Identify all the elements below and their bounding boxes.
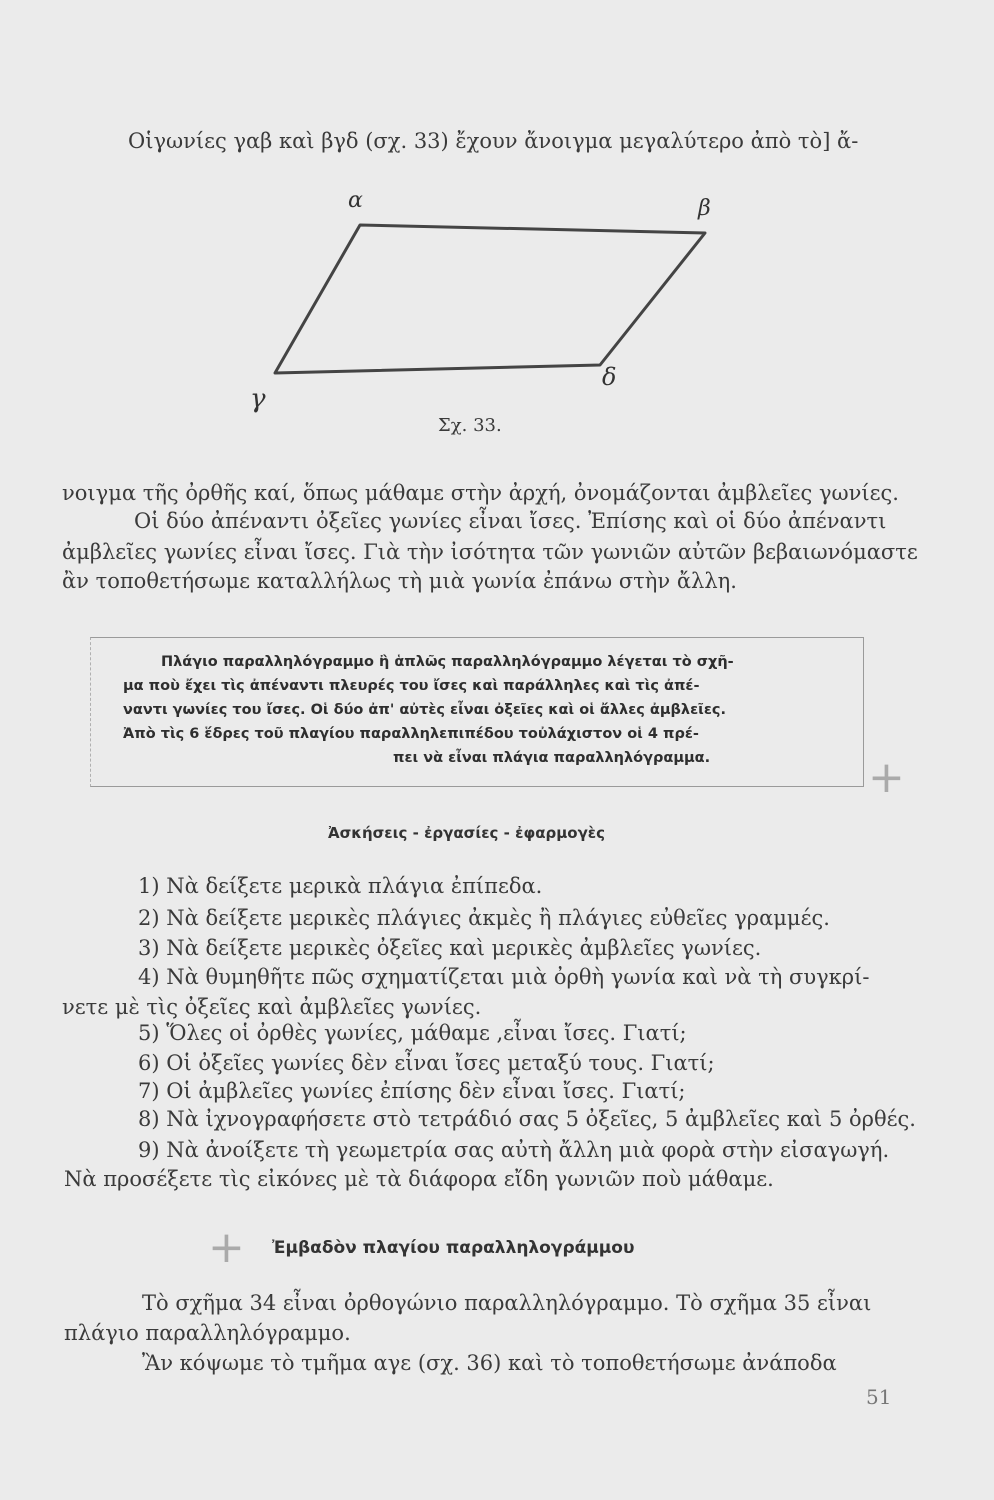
definition-line-1: Πλάγιο παραλληλόγραμμο ἢ ἁπλῶς παραλληλόγραμμο λέγεται τὸ σχῆ- bbox=[161, 654, 734, 670]
exercise-4: 4) Νὰ θυμηθῆτε πῶς σχηματίζεται μιὰ ὀρθὴ γωνία καὶ νὰ τὴ συγκρί- bbox=[138, 965, 870, 989]
exercise-7: 7) Οἱ ἀμβλεῖες γωνίες ἐπίσης δὲν εἶναι ἴσες. Γιατί; bbox=[138, 1079, 686, 1103]
exercise-5: 5) Ὅλες οἱ ὀρθὲς γωνίες, μάθαμε ,εἶναι ἴσες. Γιατί; bbox=[138, 1021, 687, 1045]
definition-line-2: μα ποὺ ἔχει τὶς ἀπέναντι πλευρές του ἴσες καὶ παράλληλες καὶ τὶς ἀπέ- bbox=[123, 678, 700, 694]
exercise-2: 2) Νὰ δείξετε μερικὲς πλάγιες ἀκμὲς ἢ πλάγιες εὐθεῖες γραμμές. bbox=[138, 906, 830, 930]
page-number: 51 bbox=[866, 1385, 892, 1409]
exercise-1: 1) Νὰ δείξετε μερικὰ πλάγια ἐπίπεδα. bbox=[138, 874, 543, 898]
section-heading: Ἐμβαδὸν πλαγίου παραλληλογράμμου bbox=[272, 1238, 635, 1258]
definition-box bbox=[90, 637, 864, 787]
paragraph1-line-1: νοιγμα τῆς ὀρθῆς καί, ὅπως μάθαμε στὴν ἀρχή, ὀνομάζονται ἀμβλεῖες γωνίες. bbox=[62, 481, 899, 505]
paragraph2-line-3: Ἂν κόψωμε τὸ τμῆμα αγε (σχ. 36) καὶ τὸ τοποθετήσωμε ἀνάποδα bbox=[142, 1351, 837, 1375]
definition-line-5: πει νὰ εἶναι πλάγια παραλληλόγραμμα. bbox=[393, 750, 711, 766]
exercise-9-continuation: Νὰ προσέξετε τὶς εἰκόνες μὲ τὰ διάφορα εἴδη γωνιῶν ποὺ μάθαμε. bbox=[64, 1167, 774, 1191]
top-text-line: Οἱγωνίες γαβ καὶ βγδ (σχ. 33) ἔχουν ἄνοιγμα μεγαλύτερο ἀπὸ τὸ] ἄ- bbox=[128, 129, 859, 153]
exercises-heading: Ἀσκήσεις - ἐργασίες - ἐφαρμογὲς bbox=[328, 824, 606, 842]
figure-caption: Σχ. 33. bbox=[438, 415, 502, 436]
margin-pencil-mark: + bbox=[868, 752, 905, 803]
paragraph1-line-4: ἂν τοποθετήσωμε καταλλήλως τὴ μιὰ γωνία ἐπάνω στὴν ἄλλη. bbox=[62, 569, 737, 593]
vertex-label-a: α bbox=[348, 188, 363, 213]
vertex-label-d: δ bbox=[602, 363, 617, 391]
paragraph1-line-3: ἀμβλεῖες γωνίες εἶναι ἴσες. Γιὰ τὴν ἰσότητα τῶν γωνιῶν αὐτῶν βεβαιωνόμαστε bbox=[62, 540, 918, 564]
vertex-label-b: β bbox=[698, 196, 711, 221]
heading-pencil-mark: + bbox=[208, 1222, 245, 1273]
parallelogram-shape bbox=[275, 225, 705, 373]
vertex-label-g: γ bbox=[250, 384, 266, 414]
exercise-9: 9) Νὰ ἀνοίξετε τὴ γεωμετρία σας αὐτὴ ἄλλη μιὰ φορὰ στὴν εἰσαγωγή. bbox=[138, 1138, 890, 1162]
exercise-6: 6) Οἱ ὀξεῖες γωνίες δὲν εἶναι ἴσες μεταξύ τους. Γιατί; bbox=[138, 1051, 715, 1075]
definition-line-4: Ἀπὸ τὶς 6 ἕδρες τοῦ πλαγίου παραλληλεπιπέδου τοὐλάχιστον οἱ 4 πρέ- bbox=[123, 726, 699, 742]
exercise-8: 8) Νὰ ἰχνογραφήσετε στὸ τετράδιό σας 5 ὀξεῖες, 5 ἀμβλεῖες καὶ 5 ὀρθές. bbox=[138, 1107, 916, 1131]
definition-line-3: ναντι γωνίες του ἴσες. Οἱ δύο ἀπ' αὐτὲς εἶναι ὀξεῖες καὶ οἱ ἄλλες ἀμβλεῖες. bbox=[123, 702, 726, 718]
paragraph2-line-1: Τὸ σχῆμα 34 εἶναι ὀρθογώνιο παραλληλόγραμμο. Τὸ σχῆμα 35 εἶναι bbox=[142, 1291, 872, 1315]
paragraph1-line-2: Οἱ δύο ἀπέναντι ὀξεῖες γωνίες εἶναι ἴσες. Ἐπίσης καὶ οἱ δύο ἀπέναντι bbox=[134, 509, 887, 533]
paragraph2-line-2: πλάγιο παραλληλόγραμμο. bbox=[64, 1321, 351, 1345]
exercise-3: 3) Νὰ δείξετε μερικὲς ὀξεῖες καὶ μερικὲς ἀμβλεῖες γωνίες. bbox=[138, 936, 762, 960]
exercise-4-continuation: νετε μὲ τὶς ὀξεῖες καὶ ἀμβλεῖες γωνίες. bbox=[62, 995, 482, 1019]
parallelogram-figure bbox=[250, 185, 720, 445]
